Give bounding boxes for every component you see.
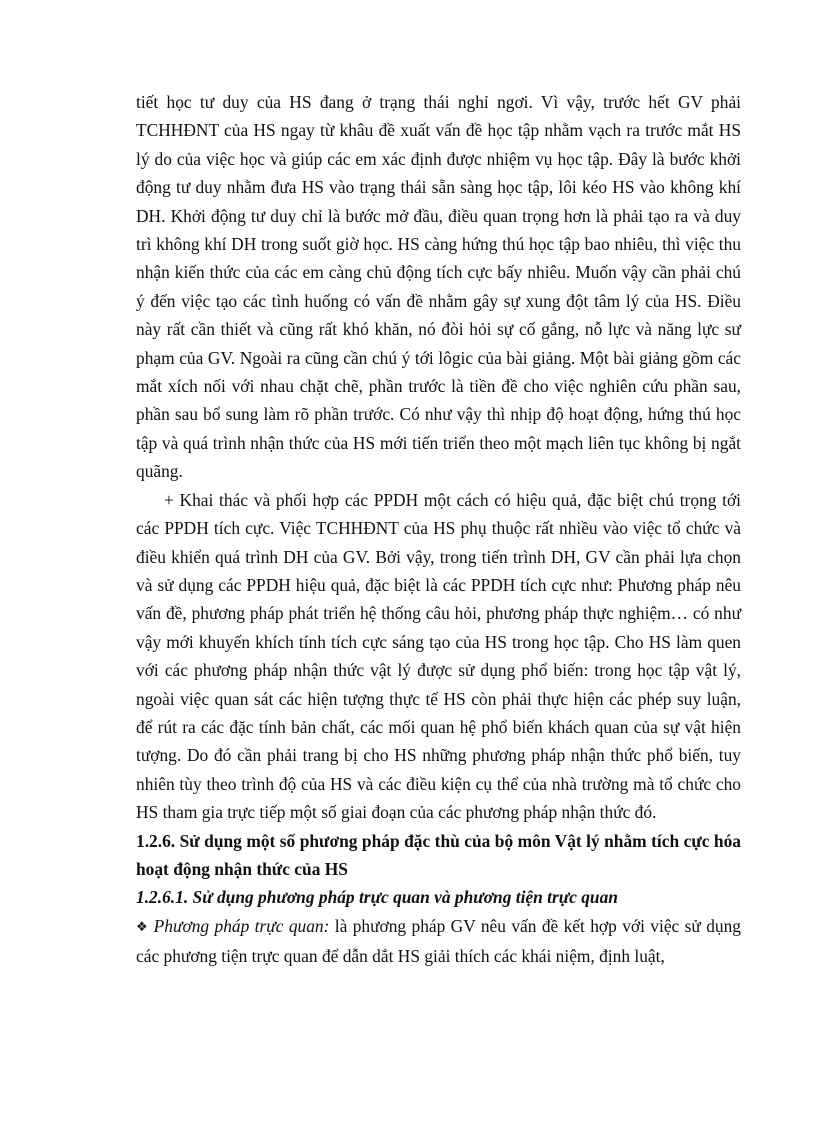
- bullet-text: là phương pháp GV nêu vấn đề kết hợp với việc sử dụng các phương tiện trực quan để dẫn dắt HS giải thích các khái niệm, định luật,: [136, 915, 741, 967]
- document-page: [136, 88, 741, 971]
- bullet-term: Phương pháp trực quan:: [153, 915, 330, 936]
- paragraph-ppdh: + Khai thác và phối hợp các PPDH một cách có hiệu quả, đặc biệt chú trọng tới các PPDH tích cực. Việc TCHHĐNT của HS phụ thuộc rất nhiều vào việc tổ chức và điều khiển quá trình DH của GV. Bởi vậy, trong tiến trình DH, GV cần phải lựa chọn và sử dụng các PPDH hiệu quả, đặc biệt là các PPDH tích cực như: Phương pháp nêu vấn đề, phương pháp phát triển hệ thống câu hỏi, phương pháp thực nghiệm… có như vậy mới khuyến khích tính tích cực sáng tạo của HS trong học tập. Cho HS làm quen với các phương pháp nhận thức vật lý được sử dụng phổ biến: trong học tập vật lý, ngoài việc quan sát các hiện tượng thực tế HS còn phải thực hiện các phép suy luận, để rút ra các đặc tính bản chất, các mối quan hệ phổ biến khách quan của sự vật hiện tượng. Do đó cần phải trang bị cho HS những phương pháp nhận thức phổ biến, tuy nhiên tùy theo trình độ của HS và các điều kiện cụ thể của nhà trường mà tổ chức cho HS tham gia trực tiếp một số giai đoạn của các phương pháp nhận thức đó.: [136, 489, 741, 823]
- subsection-heading: 1.2.6.1. Sử dụng phương pháp trực quan và phương tiện trực quan: [136, 887, 618, 908]
- diamond-bullet-icon: ❖: [136, 919, 148, 935]
- section-heading: 1.2.6. Sử dụng một số phương pháp đặc thù của bộ môn Vật lý nhằm tích cực hóa hoạt động nhận thức của HS: [136, 830, 741, 879]
- paragraph-continuation: tiết học tư duy của HS đang ở trạng thái nghỉ ngơi. Vì vậy, trước hết GV phải TCHHĐNT của HS ngay từ khâu đề xuất vấn đề học tập nhằm vạch ra trước mắt HS lý do của việc học và giúp các em xác định được nhiệm vụ học tập. Đây là bước khởi động tư duy nhằm đưa HS vào trạng thái sẵn sàng học tập, lôi kéo HS vào không khí DH. Khởi động tư duy chỉ là bước mở đầu, điều quan trọng hơn là phải tạo ra và duy trì không khí DH trong suốt giờ học. HS càng hứng thú học tập bao nhiêu, thì việc thu nhận kiến thức của các em càng chủ động tích cực bấy nhiêu. Muốn vậy cần phải chú ý đến việc tạo các tình huống có vấn đề nhằm gây sự xung đột tâm lý của HS. Điều này rất cần thiết và cũng rất khó khăn, nó đòi hỏi sự cố gắng, nỗ lực và năng lực sư phạm của GV. Ngoài ra cũng cần chú ý tới lôgic của bài giảng. Một bài giảng gồm các mắt xích nối với nhau chặt chẽ, phần trước là tiền đề cho việc nghiên cứu phần sau, phần sau bổ sung làm rõ phần trước. Có như vậy thì nhịp độ hoạt động, hứng thú học tập và quá trình nhận thức của HS mới tiến triển theo một mạch liên tục không bị ngắt quãng.: [136, 92, 741, 482]
- bullet-paragraph: [136, 912, 741, 971]
